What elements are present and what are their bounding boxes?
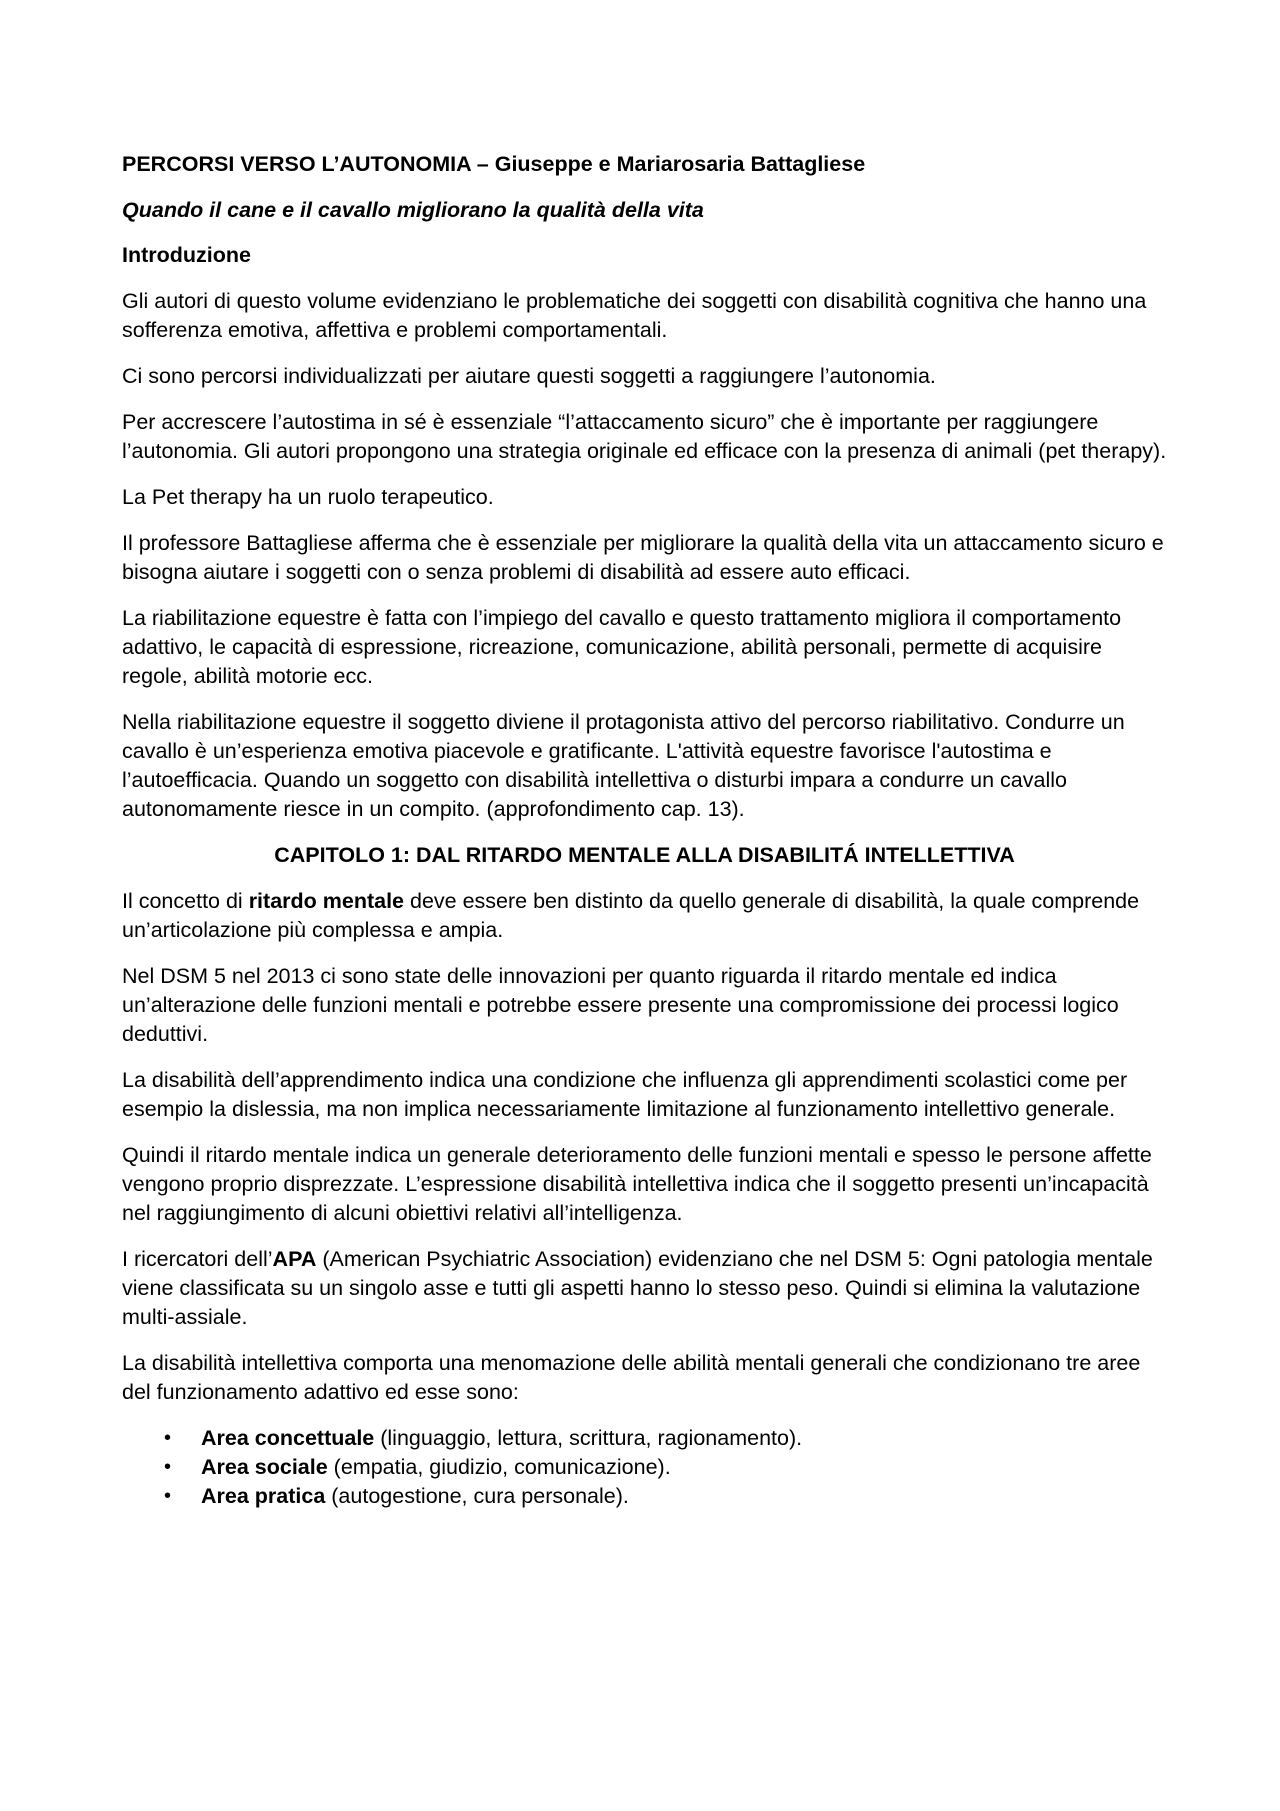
apa-paragraph-start: I ricercatori dell’	[122, 1247, 273, 1271]
document-title: PERCORSI VERSO L’AUTONOMIA – Giuseppe e Mariarosaria Battagliese	[122, 152, 866, 176]
intro-heading: Introduzione	[122, 243, 251, 267]
intro-paragraph-3: Per accrescere l’autostima in sé è essenziale “l’attaccamento sicuro” che è importante per raggiungere l’autonomia. Gli autori propongono una strategia originale ed efficace con la presenza di animali (pet therapy).	[122, 410, 1167, 463]
area-detail: (linguaggio, lettura, scrittura, ragionamento).	[374, 1426, 803, 1450]
apa-paragraph-end: (American Psychiatric Association) evidenziano che nel DSM 5: Ogni patologia mentale viene classificata su un singolo asse e tutti gli aspetti hanno lo stesso peso. Quindi si elimina la valutazione multi-assiale.	[122, 1247, 1153, 1329]
areas-intro: La disabilità intellettiva comporta una menomazione delle abilità mentali generali che condizionano tre aree del funzionamento adattivo ed esse sono:	[122, 1351, 1141, 1404]
apa-paragraph	[122, 1245, 1167, 1332]
area-label: Area sociale	[201, 1455, 328, 1479]
bullet-icon: •	[164, 1485, 172, 1507]
area-detail: (empatia, giudizio, comunicazione).	[327, 1455, 671, 1479]
area-detail: (autogestione, cura personale).	[325, 1484, 629, 1508]
list-item	[122, 1453, 1167, 1482]
area-label: Area pratica	[201, 1484, 326, 1508]
document-subtitle: Quando il cane e il cavallo migliorano la qualità della vita	[122, 198, 704, 222]
chapter-paragraph-1	[122, 887, 1167, 945]
ritardo-mentale-term: ritardo mentale	[248, 889, 405, 913]
list-item	[122, 1482, 1167, 1511]
chapter-paragraph-1-end: deve essere ben distinto da quello generale di disabilità, la quale comprende un’articolazione più complessa e ampia.	[122, 889, 1140, 942]
intro-paragraph-5: Il professore Battagliese afferma che è essenziale per migliorare la qualità della vita un attaccamento sicuro e bisogna aiutare i soggetti con o senza problemi di disabilità ad essere auto efficaci.	[122, 531, 1164, 584]
intro-paragraph-4: La Pet therapy ha un ruolo terapeutico.	[122, 485, 494, 509]
chapter-paragraph-3: La disabilità dell’apprendimento indica una condizione che influenza gli apprendimenti scolastici come per esempio la dislessia, ma non implica necessariamente limitazione al funzionamento intellettivo generale.	[122, 1068, 1128, 1121]
chapter-paragraph-2: Nel DSM 5 nel 2013 ci sono state delle innovazioni per quanto riguarda il ritardo mentale ed indica un’alterazione delle funzioni mentali e potrebbe essere presente una compromissione dei processi logico deduttivi.	[122, 964, 1119, 1046]
intro-paragraph-1: Gli autori di questo volume evidenziano le problematiche dei soggetti con disabilità cognitiva che hanno una sofferenza emotiva, affettiva e problemi comportamentali.	[122, 289, 1147, 342]
bullet-icon: •	[164, 1456, 172, 1478]
bullet-icon: •	[164, 1427, 172, 1449]
chapter-paragraph-1-start: Il concetto di	[122, 889, 249, 913]
chapter-heading: CAPITOLO 1: DAL RITARDO MENTALE ALLA DISABILITÁ INTELLETTIVA	[274, 843, 1015, 867]
area-label: Area concettuale	[201, 1426, 375, 1450]
list-item	[122, 1424, 1167, 1453]
intro-paragraph-7: Nella riabilitazione equestre il soggetto diviene il protagonista attivo del percorso riabilitativo. Condurre un cavallo è un’esperienza emotiva piacevole e gratificante. L'attività equestre favorisce l'autostima e l’autoefficacia. Quando un soggetto con disabilità intellettiva o disturbi impara a condurre un cavallo autonomamente riesce in un compito. (approfondimento cap. 13).	[122, 710, 1125, 821]
apa-term: APA	[272, 1247, 317, 1271]
intro-paragraph-2: Ci sono percorsi individualizzati per aiutare questi soggetti a raggiungere l’autonomia.	[122, 364, 936, 388]
document-page	[122, 150, 1167, 1511]
chapter-paragraph-4: Quindi il ritardo mentale indica un generale deterioramento delle funzioni mentali e spesso le persone affette vengono proprio disprezzate. L’espressione disabilità intellettiva indica che il soggetto presenti un’incapacità nel raggiungimento di alcuni obiettivi relativi all’intelligenza.	[122, 1143, 1152, 1225]
intro-paragraph-6: La riabilitazione equestre è fatta con l’impiego del cavallo e questo trattamento migliora il comportamento adattivo, le capacità di espressione, ricreazione, comunicazione, abilità personali, permette di acquisire regole, abilità motorie ecc.	[122, 606, 1122, 688]
areas-list	[122, 1424, 1167, 1511]
